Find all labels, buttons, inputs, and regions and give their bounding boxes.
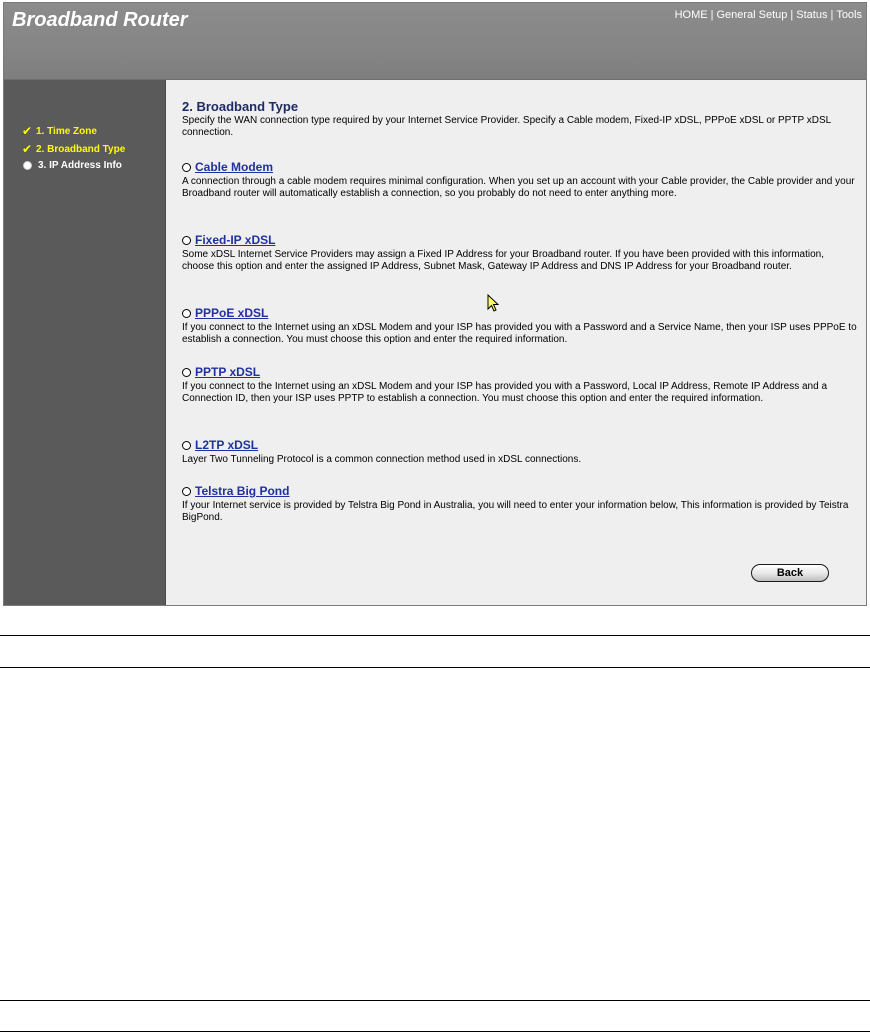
pptp-xdsl-link[interactable]: PPTP xDSL [195, 365, 261, 379]
nav-separator: | [790, 9, 794, 21]
sidebar-item-label: 2. Broadband Type [36, 143, 126, 155]
option-description: Some xDSL Internet Service Providers may assign a Fixed IP Address for your Broadband router. If you have been provided with this information, choose this option and enter the assigned IP Address, Subnet Mask, Gateway IP Address and DNS IP Address for your Broadband router. [182, 249, 824, 272]
header-bar [4, 3, 866, 80]
option-fixed-ip-xdsl [182, 232, 857, 273]
sidebar-item-broadband-type[interactable] [22, 142, 125, 156]
telstra-big-pond-link[interactable]: Telstra Big Pond [195, 484, 290, 498]
option-l2tp-xdsl [182, 437, 857, 466]
router-window [3, 2, 867, 606]
current-step-dot-icon [23, 161, 32, 170]
sidebar-item-label: 3. IP Address Info [38, 160, 122, 171]
cable-modem-radio[interactable] [182, 163, 191, 172]
option-description: A connection through a cable modem requires minimal configuration. When you set up an account with your Cable provider, the Cable provider and your Broadband router will automatically establish a connection, so you probably do not need to enter anything more. [182, 176, 855, 199]
top-nav [675, 9, 862, 21]
nav-status-link[interactable]: Status [796, 9, 828, 21]
page-title: 2. Broadband Type [182, 99, 299, 114]
divider-line [0, 1031, 870, 1032]
mouse-pointer-icon [487, 294, 501, 314]
divider-line [0, 667, 870, 668]
option-description: If you connect to the Internet using an xDSL Modem and your ISP has provided you with a Password and a Service Name, then your ISP uses PPPoE to establish a connection. You must choose this option and enter the required information. [182, 322, 857, 345]
pptp-xdsl-radio[interactable] [182, 368, 191, 377]
checkmark-icon: ✔ [22, 124, 33, 138]
intro-text: Specify the WAN connection type required by your Internet Service Provider. Specify a Cable modem, Fixed-IP xDSL, PPPoE xDSL or PPTP xDSL connection. [182, 115, 831, 138]
sidebar-item-label: 1. Time Zone [36, 125, 97, 137]
nav-separator: | [710, 9, 714, 21]
divider-line [0, 635, 870, 636]
l2tp-xdsl-radio[interactable] [182, 441, 191, 450]
fixed-ip-xdsl-radio[interactable] [182, 236, 191, 245]
pppoe-xdsl-radio[interactable] [182, 309, 191, 318]
option-pptp-xdsl [182, 364, 857, 405]
divider-line [0, 1000, 870, 1001]
telstra-big-pond-radio[interactable] [182, 487, 191, 496]
cable-modem-link[interactable]: Cable Modem [195, 160, 274, 174]
option-telstra-big-pond [182, 483, 857, 524]
option-description: Layer Two Tunneling Protocol is a common connection method used in xDSL connections. [182, 454, 582, 465]
sidebar-item-time-zone[interactable] [22, 124, 97, 138]
nav-tools-link[interactable]: Tools [836, 9, 862, 21]
back-button[interactable]: Back [751, 564, 829, 582]
option-cable-modem [182, 159, 857, 200]
checkmark-icon: ✔ [22, 142, 33, 156]
option-description: If your Internet service is provided by Telstra Big Pond in Australia, you will need to enter your information below, This information is provided by Teistra BigPond. [182, 500, 849, 523]
main-content [166, 80, 866, 605]
brand-title: Broadband Router [12, 9, 188, 31]
sidebar-item-ip-address-info[interactable] [22, 160, 122, 171]
nav-separator: | [830, 9, 834, 21]
option-pppoe-xdsl [182, 305, 857, 346]
option-description: If you connect to the Internet using an xDSL Modem and your ISP has provided you with a Password, Local IP Address, Remote IP Address and a Connection ID, then your ISP uses PPTP to establish a connection. You must choose this option and enter the required information. [182, 381, 828, 404]
pppoe-xdsl-link[interactable]: PPPoE xDSL [195, 306, 269, 320]
l2tp-xdsl-link[interactable]: L2TP xDSL [195, 438, 259, 452]
nav-home-link[interactable]: HOME [674, 9, 708, 21]
nav-general-setup-link[interactable]: General Setup [716, 9, 788, 21]
fixed-ip-xdsl-link[interactable]: Fixed-IP xDSL [195, 233, 276, 247]
sidebar [4, 80, 166, 605]
